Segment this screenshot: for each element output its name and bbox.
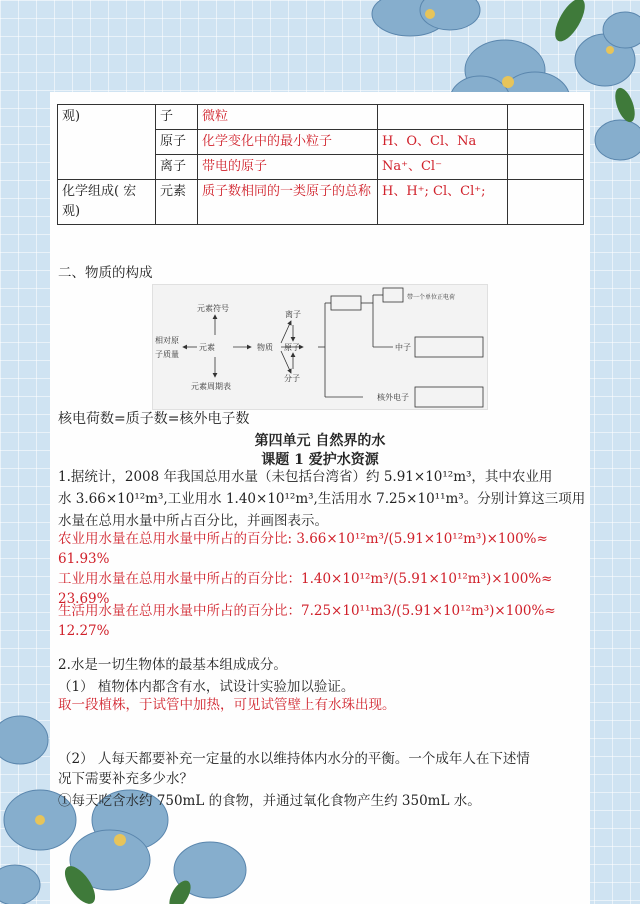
question-text: 1.据统计，2008 年我国总用水量（未包括台湾省）约 5.91×10¹²m³，其中农业用 — [58, 469, 553, 485]
table-cell: 离子 — [156, 155, 198, 180]
table-cell — [508, 155, 584, 180]
answer-text: 生活用水量在总用水量中所占的百分比：7.25×10¹¹m3/(5.91×10¹²m³)×100%≈ — [58, 603, 556, 619]
table-cell: 观) — [58, 105, 156, 130]
table-cell — [508, 180, 584, 225]
table-cell: 子 — [156, 105, 198, 130]
diagram-label: 子质量 — [155, 350, 179, 359]
table-cell — [58, 130, 156, 155]
table-cell: 原子 — [156, 130, 198, 155]
question-text: 水 3.66×10¹²m³,工业用水 1.40×10¹²m³,生活用水 7.25×10¹¹m³。分别计算这三项用 — [58, 491, 586, 507]
diagram-label: 元素符号 — [197, 304, 229, 313]
diagram-label: 相对原 — [155, 336, 179, 345]
table-cell: 质子数相同的一类原子的总称 — [198, 180, 378, 225]
unit-title: 第四单元 自然界的水 — [254, 433, 386, 449]
diagram-label: 中子 — [395, 343, 411, 352]
table-cell: 微粒 — [198, 105, 378, 130]
table-cell — [378, 105, 508, 130]
table-cell — [58, 155, 156, 180]
table-cell: 化学变化中的最小粒子 — [198, 130, 378, 155]
table-cell: 带电的原子 — [198, 155, 378, 180]
diagram-label: 元素周期表 — [191, 382, 231, 391]
table-cell: 元素 — [156, 180, 198, 225]
diagram-label: 带一个单位正电荷 — [407, 294, 456, 301]
table-cell — [508, 130, 584, 155]
formula: 核电荷数=质子数=核外电子数 — [58, 411, 250, 427]
question-text: 2.水是一切生物体的最基本组成成分。 — [58, 657, 287, 673]
section-heading: 二、物质的构成 — [58, 265, 153, 281]
diagram-label: 物质 — [257, 343, 273, 352]
answer-text: 取一段植株，于试管中加热，可见试管壁上有水珠出现。 — [58, 697, 396, 713]
diagram-label: 分子 — [284, 374, 300, 383]
answer-text: 12.27% — [58, 623, 110, 639]
diagram-label: 元素 — [199, 343, 215, 352]
table-row — [58, 180, 584, 225]
answer-text: 工业用水量在总用水量中所占的百分比：1.40×10¹²m³/(5.91×10¹²m³)×100%≈ — [58, 571, 553, 587]
table-cell: H、H⁺; Cl、Cl⁺; — [378, 180, 508, 225]
lesson-title: 课题 1 爱护水资源 — [261, 452, 379, 468]
answer-text: 23.69% — [58, 591, 110, 607]
question-text: （1） 植物体内都含有水，试设计实验加以验证。 — [58, 679, 355, 695]
answer-text: 农业用水量在总用水量中所占的百分比: 3.66×10¹²m³/(5.91×10¹²m³)×100%≈ — [58, 531, 548, 547]
concept-table — [57, 104, 584, 225]
question-text: （2） 人每天都要补充一定量的水以维持体内水分的平衡。一个成年人在下述情 — [58, 751, 530, 767]
diagram-label: 核外电子 — [377, 393, 409, 402]
question-text: ①每天吃含水约 750mL 的食物，并通过氧化食物产生约 350mL 水。 — [58, 793, 481, 809]
table-row — [58, 155, 584, 180]
question-text: 水量在总用水量中所占百分比，并画图表示。 — [58, 513, 328, 529]
diagram-label: 离子 — [285, 310, 301, 319]
question-text: 况下需要补充多少水？ — [58, 771, 193, 787]
table-cell: Na⁺、Cl⁻ — [378, 155, 508, 180]
matter-structure-diagram — [152, 284, 488, 410]
diagram-label: 原子 — [284, 343, 300, 352]
answer-text: 61.93% — [58, 551, 110, 567]
table-cell: H、O、Cl、Na — [378, 130, 508, 155]
table-row — [58, 105, 584, 130]
table-cell: 化学组成( 宏观) — [58, 180, 156, 225]
table-cell — [508, 105, 584, 130]
table-row — [58, 130, 584, 155]
